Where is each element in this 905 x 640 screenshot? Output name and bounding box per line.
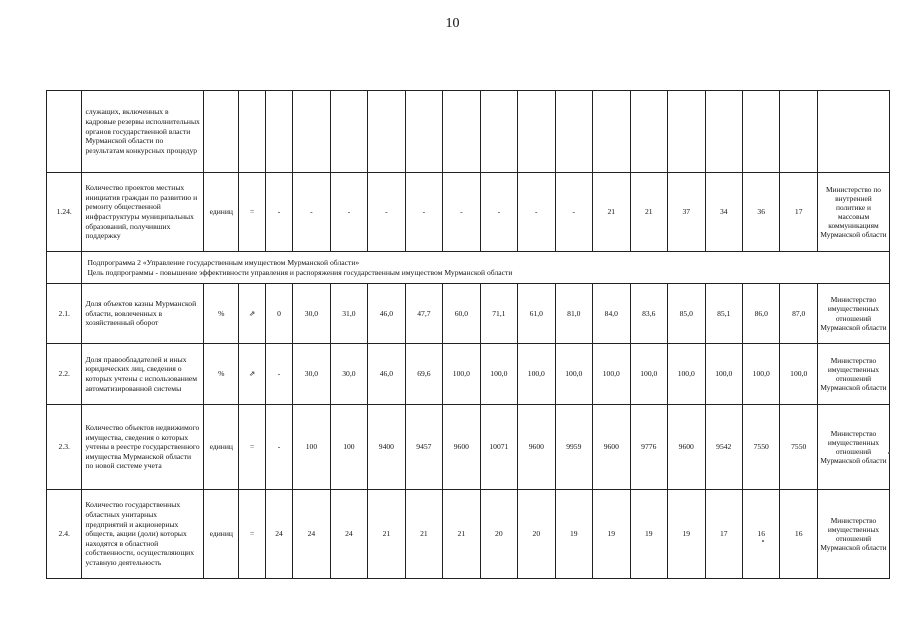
value-cell: - — [330, 173, 367, 252]
trend: = — [239, 490, 265, 579]
value-cell — [518, 91, 555, 173]
value-cell: 100 — [293, 405, 330, 490]
row-number — [47, 252, 82, 284]
page-number: 10 — [445, 16, 460, 31]
indicator-name: Доля правообладателей и иных юридических лиц, сведения о которых учтены с использованием автоматизированной системы — [82, 344, 204, 405]
indicator-name: служащих, включенных в кадровые резервы исполнительных органов государственной власти Мурманской области по результатам конкурсных процедур — [82, 91, 204, 173]
row-number — [47, 91, 82, 173]
value-cell: - — [265, 344, 292, 405]
table-row — [47, 91, 890, 173]
value-cell: 61,0 — [518, 284, 555, 344]
value-cell: 37 — [668, 173, 705, 252]
value-cell: - — [480, 173, 517, 252]
table-row — [47, 344, 890, 405]
value-cell: - — [518, 173, 555, 252]
value-cell: 47,7 — [405, 284, 442, 344]
value-cell: 9600 — [443, 405, 480, 490]
value-cell — [593, 91, 630, 173]
value-cell — [780, 91, 817, 173]
value-cell — [330, 91, 367, 173]
value-cell: 60,0 — [443, 284, 480, 344]
subprogram-title: Подпрограмма 2 «Управление государственным имуществом Мурманской области» — [87, 257, 360, 267]
trend: = — [239, 173, 265, 252]
value-cell: - — [443, 173, 480, 252]
value-cell: 100,0 — [480, 344, 517, 405]
value-cell: 9600 — [668, 405, 705, 490]
value-cell: 20 — [480, 490, 517, 579]
row-number: 1.24. — [47, 173, 82, 252]
value-cell: 21 — [368, 490, 405, 579]
value-cell: 21 — [405, 490, 442, 579]
value-cell: 24 — [330, 490, 367, 579]
value-cell: 100,0 — [668, 344, 705, 405]
table-row — [47, 284, 890, 344]
value-cell: 19 — [630, 490, 667, 579]
row-number: 2.2. — [47, 344, 82, 405]
value-cell: 16 — [780, 490, 817, 579]
value-cell: 10071 — [480, 405, 517, 490]
scan-speck — [762, 540, 764, 542]
responsible-agency: Министерство по внутренней политике и массовым коммуникациям Мурманской области — [817, 173, 889, 252]
value-cell: - — [265, 405, 292, 490]
responsible-agency — [817, 91, 889, 173]
value-cell: 100,0 — [630, 344, 667, 405]
value-cell: 19 — [555, 490, 592, 579]
subprogram-goal: Цель подпрограммы - повышение эффективности управления и распоряжения государственным имуществом Мурманской области — [87, 267, 513, 277]
value-cell: 69,6 — [405, 344, 442, 405]
row-number: 2.4. — [47, 490, 82, 579]
value-cell: - — [265, 173, 292, 252]
value-cell: 17 — [705, 490, 742, 579]
value-cell: 83,6 — [630, 284, 667, 344]
row-number: 2.3. — [47, 405, 82, 490]
value-cell: 84,0 — [593, 284, 630, 344]
value-cell: 30,0 — [293, 344, 330, 405]
trend: = — [239, 405, 265, 490]
value-cell: 9542 — [705, 405, 742, 490]
value-cell: 31,0 — [330, 284, 367, 344]
table-row — [47, 173, 890, 252]
value-cell: 100,0 — [705, 344, 742, 405]
subprogram-header — [82, 252, 890, 284]
value-cell: 85,0 — [668, 284, 705, 344]
value-cell: - — [368, 173, 405, 252]
unit: единиц — [204, 490, 239, 579]
value-cell: 9457 — [405, 405, 442, 490]
value-cell — [443, 91, 480, 173]
responsible-agency: Министерство имущественных отношений Мурманской области — [817, 405, 889, 490]
responsible-agency: Министерство имущественных отношений Мурманской области — [817, 344, 889, 405]
value-cell: 17 — [780, 173, 817, 252]
unit: единиц — [204, 173, 239, 252]
value-cell — [555, 91, 592, 173]
value-cell: 36 — [742, 173, 779, 252]
value-cell — [742, 91, 779, 173]
subprogram-row — [47, 252, 890, 284]
value-cell: 100,0 — [443, 344, 480, 405]
value-cell: 0 — [265, 284, 292, 344]
value-cell: 30,0 — [330, 344, 367, 405]
value-cell — [480, 91, 517, 173]
value-cell: 9959 — [555, 405, 592, 490]
scan-speck — [888, 452, 890, 454]
value-cell — [265, 91, 292, 173]
value-cell: 9400 — [368, 405, 405, 490]
table-row — [47, 405, 890, 490]
value-cell: 46,0 — [368, 344, 405, 405]
value-cell: 100,0 — [593, 344, 630, 405]
value-cell: 9600 — [593, 405, 630, 490]
value-cell: 86,0 — [742, 284, 779, 344]
indicator-name: Количество государственных областных унитарных предприятий и акционерных обществ, акции (доли) которых находятся в областной собственности, осуществляющих уставную деятельность — [82, 490, 204, 579]
value-cell: 9600 — [518, 405, 555, 490]
value-cell: 21 — [443, 490, 480, 579]
indicator-name: Доля объектов казны Мурманской области, вовлеченных в хозяйственный оборот — [82, 284, 204, 344]
responsible-agency: Министерство имущественных отношений Мурманской области — [817, 490, 889, 579]
value-cell — [630, 91, 667, 173]
value-cell: 100,0 — [742, 344, 779, 405]
value-cell: 21 — [630, 173, 667, 252]
value-cell — [368, 91, 405, 173]
value-cell — [405, 91, 442, 173]
value-cell: 87,0 — [780, 284, 817, 344]
trend: ⇗ — [239, 344, 265, 405]
value-cell: 7550 — [780, 405, 817, 490]
value-cell: - — [293, 173, 330, 252]
responsible-agency: Министерство имущественных отношений Мурманской области — [817, 284, 889, 344]
value-cell: 9776 — [630, 405, 667, 490]
indicator-name: Количество объектов недвижимого имущества, сведения о которых учтены в реестре государственного имущества Мурманской области по новой системе учета — [82, 405, 204, 490]
value-cell: - — [555, 173, 592, 252]
value-cell: 16 — [742, 490, 779, 579]
trend: ⇗ — [239, 284, 265, 344]
value-cell: 34 — [705, 173, 742, 252]
value-cell — [668, 91, 705, 173]
value-cell: 20 — [518, 490, 555, 579]
value-cell — [705, 91, 742, 173]
value-cell: 100 — [330, 405, 367, 490]
value-cell: 19 — [593, 490, 630, 579]
value-cell: 85,1 — [705, 284, 742, 344]
value-cell: 46,0 — [368, 284, 405, 344]
value-cell: 19 — [668, 490, 705, 579]
value-cell: 7550 — [742, 405, 779, 490]
unit — [204, 91, 239, 173]
value-cell: 24 — [265, 490, 292, 579]
indicator-name: Количество проектов местных инициатив граждан по развитию и ремонту общественной инфраструктуры муниципальных образований, получивших поддержку — [82, 173, 204, 252]
value-cell: 71,1 — [480, 284, 517, 344]
table-row — [47, 490, 890, 579]
value-cell: 100,0 — [555, 344, 592, 405]
row-number: 2.1. — [47, 284, 82, 344]
value-cell: 100,0 — [518, 344, 555, 405]
unit: % — [204, 284, 239, 344]
value-cell: - — [405, 173, 442, 252]
value-cell: 100,0 — [780, 344, 817, 405]
trend — [239, 91, 265, 173]
indicators-table — [46, 90, 890, 579]
value-cell: 24 — [293, 490, 330, 579]
value-cell: 30,0 — [293, 284, 330, 344]
value-cell: 81,0 — [555, 284, 592, 344]
unit: % — [204, 344, 239, 405]
unit: единиц — [204, 405, 239, 490]
value-cell: 21 — [593, 173, 630, 252]
value-cell — [293, 91, 330, 173]
